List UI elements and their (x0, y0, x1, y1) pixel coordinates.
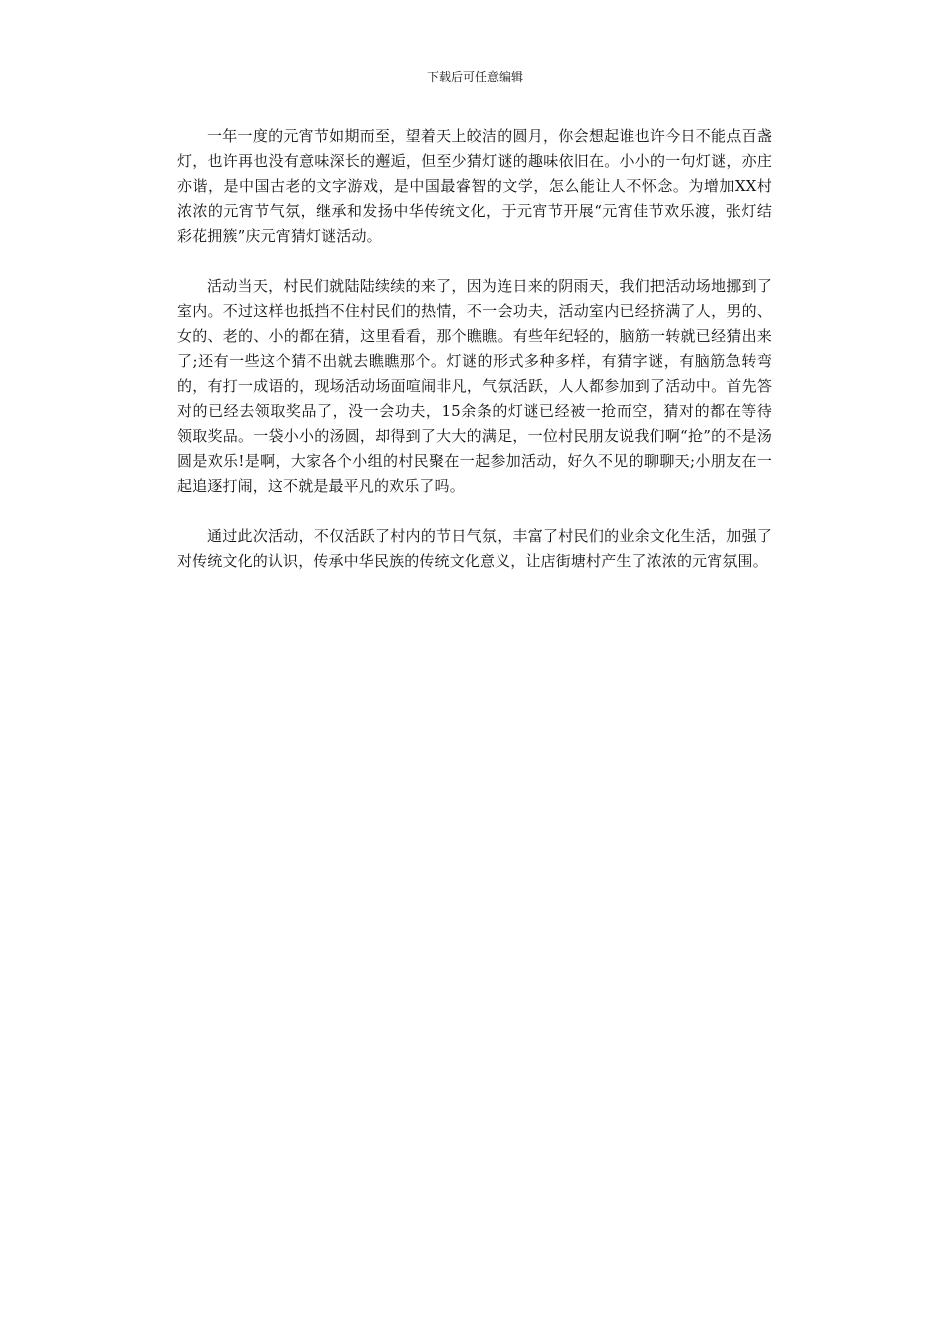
paragraph-conclusion: 通过此次活动，不仅活跃了村内的节日气氛，丰富了村民们的业余文化生活，加强了对传统文化的认识，传承中华民族的传统文化意义，让店街塘村产生了浓浓的元宵氛围。 (177, 527, 772, 570)
document-body (177, 124, 772, 599)
paragraph-activity: 活动当天，村民们就陆陆续续的来了，因为连日来的阴雨天，我们把活动场地挪到了室内。不过这样也抵挡不住村民们的热情，不一会功夫，活动室内已经挤满了人，男的、女的、老的、小的都在猜，这里看看，那个瞧瞧。有些年纪轻的，脑筋一转就已经猜出来了;还有一些这个猜不出就去瞧瞧那个。灯谜的形式多种多样，有猜字谜，有脑筋急转弯的，有打一成语的，现场活动场面喧闹非凡，气氛活跃，人人都参加到了活动中。首先答对的已经去领取奖品了，没一会功夫，15余条的灯谜已经被一抢而空，猜对的都在等待领取奖品。一袋小小的汤圆，却得到了大大的满足，一位村民朋友说我们啊“抢”的不是汤圆是欢乐!是啊，大家各个小组的村民聚在一起参加活动，好久不见的聊聊天;小朋友在一起追逐打闹，这不就是最平凡的欢乐了吗。 (177, 277, 772, 495)
paragraph-intro: 一年一度的元宵节如期而至，望着天上皎洁的圆月，你会想起谁也许今日不能点百盏灯，也许再也没有意味深长的邂逅，但至少猜灯谜的趣味依旧在。小小的一句灯谜，亦庄亦谐，是中国古老的文字游戏，是中国最睿智的文学，怎么能让人不怀念。为增加XX村浓浓的元宵节气氛，继承和发扬中华传统文化，于元宵节开展“元宵佳节欢乐渡，张灯结彩花拥簇”庆元宵猜灯谜活动。 (177, 127, 772, 245)
page-header-note: 下载后可任意编辑 (426, 70, 523, 84)
